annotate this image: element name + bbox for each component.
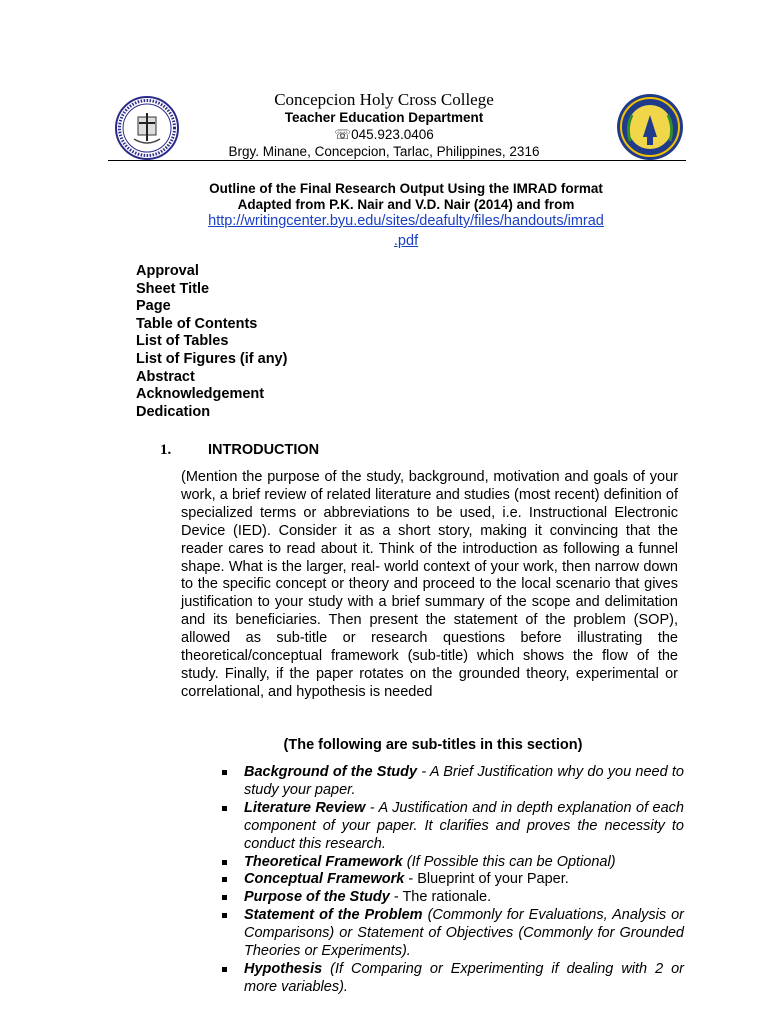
section-title: INTRODUCTION <box>208 442 320 458</box>
subtitle-desc: (If Comparing or Experimenting if dealing with 2 or more variables). <box>244 960 684 995</box>
department-name: Teacher Education Department <box>284 110 484 125</box>
prelim-item: Sheet Title <box>136 280 210 297</box>
list-item <box>216 961 684 997</box>
phone-icon: ☏ <box>334 127 352 142</box>
prelim-item: Acknowledgement <box>136 386 265 403</box>
subtitle-term: Statement of the Problem <box>244 907 423 924</box>
subtitle-term: Literature Review <box>244 799 366 816</box>
prelim-item: List of Tables <box>136 333 229 350</box>
list-item <box>216 854 684 872</box>
college-name: Concepcion Holy Cross College <box>274 90 494 109</box>
section-number: 1. <box>160 442 172 458</box>
prelim-item: Dedication <box>136 403 211 420</box>
subtitle-term: Conceptual Framework <box>244 871 405 888</box>
header-divider <box>108 160 686 161</box>
subtitles-list <box>216 764 684 997</box>
list-item: Conceptual Framework - Blueprint of your Paper. <box>216 871 684 889</box>
prelim-item: Page <box>136 298 171 315</box>
introduction-paragraph: (Mention the purpose of the study, background, motivation and goals of your work, a brief review of related literature and studies (most recent) definition of specialized terms or abbreviations to be used, i.e. Instructional Electronic Device (IED). Consider it as a short story, making it convincing that the reader cares to read about it. Think of the introduction as following a funnel shape. What is the larger, real- world context of your work, then narrow down to the specific concept or theory and proceed to the local scenario that gives justification to your study with a brief summary of the scope and delimitation and its beneficiaries. Then present the statement of the problem (SOP), allowed as sub-title or research questions before illustrating the theoretical/conceptual framework (sub-title) which shows the flow of the study. Finally, if the paper rotates on the grounded theory, experimental or correlational, and hypothesis is needed <box>181 469 678 700</box>
subtitle-desc: (Commonly for Evaluations, Analysis or Comparisons) or Statement of Objectives (Commonly for Grounded Theories or Experiments). <box>244 907 685 960</box>
address: Brgy. Minane, Concepcion, Tarlac, Philippines, 2316 <box>228 144 540 159</box>
subtitle-desc: (If Possible this can be Optional) <box>406 853 616 870</box>
adapted-from-line: Adapted from P.K. Nair and V.D. Nair (2014) and from <box>237 197 575 212</box>
source-link-line2[interactable]: .pdf <box>393 233 419 249</box>
subtitle-term: Hypothesis <box>244 960 323 977</box>
phone-number <box>0 127 768 143</box>
outline-title: Outline of the Final Research Output Using the IMRAD format <box>209 181 603 196</box>
subtitle-term: Background of the Study <box>244 764 418 780</box>
prelim-item: Approval <box>136 263 199 279</box>
subtitle-term: Theoretical Framework <box>244 853 403 870</box>
list-item: Background of the Study - A Brief Justification why do you need to study your paper. <box>216 764 684 800</box>
prelim-item: Table of Contents <box>136 315 258 332</box>
subtitle-desc: A Brief Justification why do you need to study your paper. <box>244 764 684 798</box>
prelim-item: Abstract <box>136 368 195 385</box>
subtitle-term: Purpose of the Study <box>244 889 390 906</box>
list-item: Literature Review - A Justification and in depth explanation of each component of your paper. It clarifies and proves the necessity to conduct this research. <box>216 800 684 854</box>
list-item <box>216 907 684 961</box>
subtitles-heading: (The following are sub-titles in this section) <box>283 737 583 753</box>
source-link-line1[interactable]: http://writingcenter.byu.edu/sites/deafulty/files/handouts/imrad <box>208 213 604 229</box>
introduction-heading <box>160 442 319 459</box>
subtitle-desc: A Justification and in depth explanation of each component of your paper. It clarifies and proves the necessity to conduct this research. <box>244 799 684 852</box>
phone-text: 045.923.0406 <box>351 127 434 142</box>
list-item: Purpose of the Study - The rationale. <box>216 889 684 907</box>
prelim-item: List of Figures (if any) <box>136 350 288 367</box>
preliminaries-list <box>136 263 287 421</box>
